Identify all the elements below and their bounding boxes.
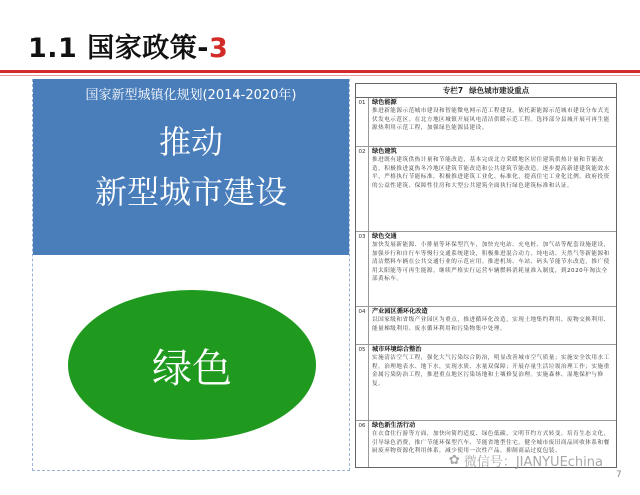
plan-main-line1: 推动 <box>158 123 223 161</box>
doc-section <box>356 98 616 147</box>
doc-section-number: 03 <box>356 232 369 306</box>
doc-header <box>356 84 616 98</box>
doc-section-heading: 绿色新生活行动 <box>372 422 416 429</box>
plan-main-line2: 新型城市建设 <box>94 173 287 211</box>
doc-section-heading: 绿色交通 <box>372 233 397 240</box>
doc-section-heading: 绿色建筑 <box>372 148 397 155</box>
doc-section <box>356 232 616 307</box>
plan-main-text <box>33 117 349 217</box>
wechat-icon: ✿ <box>448 452 460 468</box>
doc-section <box>356 147 616 232</box>
title-text: 1.1 国家政策- <box>28 33 209 64</box>
doc-section-heading: 绿色能源 <box>372 99 397 106</box>
doc-section-number: 06 <box>356 421 369 468</box>
doc-column-label: 专栏7 <box>442 86 464 95</box>
watermark-text: 微信号：JIANYUEchina <box>463 454 603 470</box>
title-rule <box>0 70 640 73</box>
doc-section-number: 04 <box>356 307 369 344</box>
page-title <box>28 26 228 65</box>
green-oval <box>68 290 316 440</box>
doc-section-number: 01 <box>356 98 369 146</box>
doc-section-text: 加快发展新能源、小排量等环保型汽车，加快充电站、充电桩、加气站等配套设施建设，加强步行和自行车等慢行交通系统建设，积极推进混合动力、纯电动、天然气等新能源和清洁燃料车辆在公共交通行业的示范应用。推进机场、车站、码头节能节水改造，推广使用太阳能等可再生能源。继续严格实行运营车辆燃料消耗量准入制度，到2020年淘汰全部黄标车。 <box>372 242 610 283</box>
doc-section-text: 推进新能源示范城市建设和智能微电网示范工程建设，依托新能源示范城市建设分布式光伏发电示范区。在北方地区城镇开展风电清洁供暖示范工程。选择部分县城开展可再生能源热利用示范工程，加强绿色能源县建设。 <box>372 108 610 132</box>
plan-box <box>33 79 349 255</box>
page-number: 7 <box>616 470 622 480</box>
doc-section-text: 推进既有建筑供热计量和节能改造，基本完成北方采暖地区居住建筑供热计量和节能改造，积极推进夏热冬冷地区建筑节能改造和公共建筑节能改造。逐步提高新建建筑能效水平，严格执行节能标准，积极推进建筑工业化、标准化，提高住宅工业化比例。政府投资的公益性建筑、保障性住房和大型公共建筑全面执行绿色建筑标准和认证。 <box>372 157 610 189</box>
plan-subtitle: 国家新型城镇化规划(2014-2020年) <box>85 88 297 103</box>
green-oval-text: 绿色 <box>152 345 232 392</box>
doc-section <box>356 345 616 421</box>
doc-section-text: 以国家级和省级产业园区为重点，推进循环化改造，实现土地集约利用、废物交换利用、能量梯级利用、废水循环利用和污染物集中处理。 <box>372 317 610 332</box>
doc-section <box>356 307 616 345</box>
doc-section-heading: 城市环境综合整治 <box>372 346 422 353</box>
title-accent: 3 <box>208 33 229 64</box>
doc-section-number: 02 <box>356 147 369 231</box>
title-rule-thin <box>0 75 640 76</box>
doc-section-text: 在衣食住行游等方面，加快向简约适度、绿色低碳、文明节约方式转变。培育生态文化，引导绿色消费，推广节能环保型汽车、节能省地型住宅。健全城市废旧商品回收体系和餐厨废弃物资源化利用体系，减少使用一次性产品，抑制商品过度包装。 <box>372 431 610 455</box>
doc-section-text: 实施清洁空气工程，强化大气污染综合防治，明显改善城市空气质量；实施安全饮用水工程，治理地表水、地下水，实现水质、水量双保障；开展存量生活垃圾治理工作；实施重金属污染防治工程，推进重点地区污染场地和土壤修复治理。实施森林、湿地保护与修复。 <box>372 355 610 387</box>
watermark <box>355 448 617 472</box>
doc-section-heading: 产业园区循环化改造 <box>372 308 428 315</box>
doc-title: 绿色城市建设重点 <box>469 86 530 95</box>
policy-document <box>355 83 617 468</box>
doc-section-number: 05 <box>356 345 369 420</box>
